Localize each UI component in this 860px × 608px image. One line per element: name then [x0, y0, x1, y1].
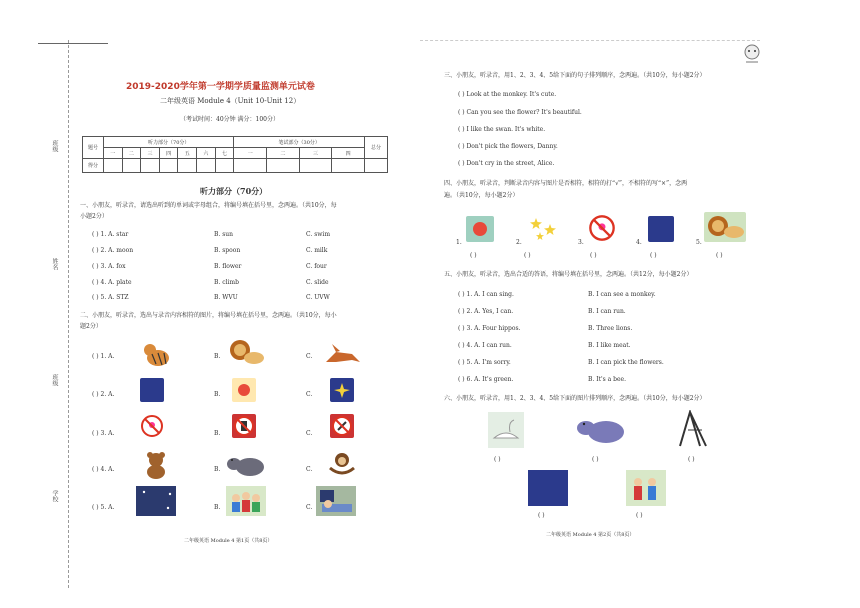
- child-sleeping-icon: [316, 486, 356, 516]
- q4-label: 2.: [516, 239, 522, 246]
- score-cell[interactable]: [159, 159, 178, 173]
- q1-option-b: B. climb: [214, 279, 239, 286]
- q6-answer[interactable]: ( ): [494, 456, 501, 463]
- q2-option-c: C.: [306, 391, 313, 398]
- page-footer-right: 二年级英语 Module 4 第2页（共8页）: [546, 532, 635, 538]
- score-cell[interactable]: [267, 159, 300, 173]
- write-col: 二: [267, 148, 300, 159]
- q4-answer[interactable]: ( ): [650, 252, 657, 259]
- write-col: 三: [299, 148, 332, 159]
- q4-answer[interactable]: ( ): [590, 252, 597, 259]
- q2-option-c: C.: [306, 353, 313, 360]
- q1-instruction-2: 小题2分）: [80, 213, 108, 220]
- teddy-bear-icon: [136, 450, 176, 480]
- q2-item[interactable]: ( ) 3. A.: [92, 430, 115, 437]
- q6-answer[interactable]: ( ): [688, 456, 695, 463]
- write-col: 一: [234, 148, 267, 159]
- q1-item[interactable]: ( ) 5. A. STZ: [92, 294, 129, 301]
- q3-item[interactable]: ( ) I like the swan. It's white.: [458, 126, 546, 133]
- mascot-icon: [740, 42, 764, 66]
- q2-option-b: B.: [214, 466, 221, 473]
- q2-option-b: B.: [214, 353, 221, 360]
- q1-option-c: C. four: [306, 263, 327, 270]
- q2-option-b: B.: [214, 504, 221, 511]
- q1-option-c: C. milk: [306, 247, 328, 254]
- q5-option-b: B. I can see a monkey.: [588, 291, 656, 298]
- side-label-name: 姓名: [51, 258, 58, 270]
- score-cell[interactable]: [332, 159, 365, 173]
- lion-icon: [226, 338, 266, 368]
- q6-answer[interactable]: ( ): [636, 512, 643, 519]
- write-header: 笔试部分（30分）: [234, 137, 365, 148]
- moon-night-icon: [528, 470, 568, 506]
- q1-option-b: B. spoon: [214, 247, 241, 254]
- q2-item[interactable]: ( ) 2. A.: [92, 391, 115, 398]
- q1-instruction: 一、小朋友，听录音，请选出听到的单词或字母组合，将编号填在括号里，念两遍。（共10分，每: [80, 202, 337, 209]
- q5-item[interactable]: ( ) 3. A. Four hippos.: [458, 325, 521, 332]
- sun-icon: [232, 378, 256, 402]
- fox-icon: [322, 340, 362, 370]
- q1-option-c: C. swim: [306, 231, 331, 238]
- monkey-icon: [322, 450, 362, 480]
- q1-option-c: C. slide: [306, 279, 329, 286]
- q1-option-b: B. flower: [214, 263, 242, 270]
- q5-item[interactable]: ( ) 5. A. I'm sorry.: [458, 359, 511, 366]
- q5-item[interactable]: ( ) 6. A. It's green.: [458, 376, 514, 383]
- moon-night-icon: [140, 378, 164, 402]
- listen-header: 听力部分（70分）: [104, 137, 234, 148]
- listen-col: 四: [159, 148, 178, 159]
- q1-item[interactable]: ( ) 4. A. plate: [92, 279, 132, 286]
- q2-item[interactable]: ( ) 4. A.: [92, 466, 115, 473]
- swing-icon: [676, 410, 710, 448]
- score-cell[interactable]: [365, 159, 388, 173]
- q2-option-c: C.: [306, 466, 313, 473]
- q4-label: 4.: [636, 239, 642, 246]
- side-label-grade: 班级: [51, 374, 58, 386]
- q3-item[interactable]: ( ) Look at the monkey. It's cute.: [458, 91, 557, 98]
- q3-item[interactable]: ( ) Don't cry in the street, Alice.: [458, 160, 555, 167]
- q5-option-b: B. I can pick the flowers.: [588, 359, 664, 366]
- q1-option-c: C. UVW: [306, 294, 330, 301]
- section-title: 听力部分（70分）: [200, 186, 268, 196]
- moon-night-icon: [648, 216, 674, 242]
- q4-answer[interactable]: ( ): [716, 252, 723, 259]
- score-cell[interactable]: [215, 159, 234, 173]
- children-street-icon: [626, 470, 666, 506]
- q5-item[interactable]: ( ) 4. A. I can run.: [458, 342, 512, 349]
- q2-instruction: 二、小朋友，听录音，选出与录音内容相符的图片，将编号填在括号里，念两遍。（共10分，每小: [80, 312, 337, 319]
- stars-icon: [528, 214, 558, 242]
- q2-item[interactable]: ( ) 5. A.: [92, 504, 115, 511]
- no-crossing-icon: [232, 414, 256, 438]
- q2-instruction-2: 题2分）: [80, 323, 102, 330]
- side-label-class: 班级: [51, 140, 58, 152]
- q5-option-b: B. I like meat.: [588, 342, 631, 349]
- q5-option-b: B. Three lions.: [588, 325, 633, 332]
- score-cell[interactable]: [141, 159, 160, 173]
- listen-col: 五: [178, 148, 197, 159]
- score-table: [82, 136, 388, 173]
- q6-answer[interactable]: ( ): [538, 512, 545, 519]
- hippo-icon: [226, 450, 266, 480]
- q3-item[interactable]: ( ) Don't pick the flowers, Danny.: [458, 143, 558, 150]
- exam-info: （考试时间：40分钟 满分：100分）: [180, 116, 279, 123]
- score-cell[interactable]: [122, 159, 141, 173]
- q2-option-b: B.: [214, 430, 221, 437]
- no-flower-picking-icon: [140, 414, 164, 438]
- star-night-icon: [330, 378, 354, 402]
- q4-instruction-2: 遍。（共10分，每小题2分）: [444, 192, 519, 199]
- score-cell[interactable]: [197, 159, 216, 173]
- no-flower-picking-icon: [588, 214, 616, 242]
- q6-instruction: 六、小朋友，听录音，用1、2、3、4、5给下面的图片排列顺序，念两遍。（共10分，每小题2分）: [444, 395, 706, 402]
- listen-col: 一: [104, 148, 123, 159]
- top-rule-right: [420, 40, 760, 41]
- q5-option-b: B. I can run.: [588, 308, 626, 315]
- top-rule: [38, 43, 108, 44]
- score-header-label: 题号: [83, 137, 104, 159]
- night-sky-moon-stars-icon: [136, 486, 176, 516]
- lion-icon: [704, 212, 746, 242]
- q1-item[interactable]: ( ) 3. A. fox: [92, 263, 126, 270]
- q6-answer[interactable]: ( ): [592, 456, 599, 463]
- q5-instruction: 五、小朋友，听录音，选出合适的答语，将编号填在括号里，念两遍。（共12分，每小题2分）: [444, 271, 693, 278]
- q4-instruction: 四、小朋友，听录音，判断录音内容与图片是否相符，相符的打“√”，不相符的写“×”，念两: [444, 180, 688, 187]
- binding-line: [68, 40, 69, 588]
- exam-subtitle: 二年级英语 Module 4（Unit 10-Unit 12）: [160, 97, 301, 105]
- q1-item[interactable]: ( ) 1. A. star: [92, 231, 129, 238]
- q4-label: 1.: [456, 239, 462, 246]
- score-cell[interactable]: [178, 159, 197, 173]
- q2-item[interactable]: ( ) 1. A.: [92, 353, 115, 360]
- q3-item[interactable]: ( ) Can you see the flower? It's beautiful.: [458, 109, 582, 116]
- score-row-label: 得分: [83, 159, 104, 173]
- children-group-icon: [226, 486, 266, 516]
- no-littering-icon: [330, 414, 354, 438]
- q5-item[interactable]: ( ) 1. A. I can sing.: [458, 291, 514, 298]
- q3-instruction: 三、小朋友，听录音，用1、2、3、4、5给下面的句子排列顺序，念两遍。（共10分，每小题2分）: [444, 72, 706, 79]
- q4-label: 5.: [696, 239, 702, 246]
- q2-option-b: B.: [214, 391, 221, 398]
- q5-item[interactable]: ( ) 2. A. Yes, I can.: [458, 308, 514, 315]
- exam-title: 2019-2020学年第一学期学质量监测单元试卷: [126, 82, 315, 92]
- listen-col: 二: [122, 148, 141, 159]
- q4-answer[interactable]: ( ): [524, 252, 531, 259]
- q1-option-b: B. WVU: [214, 294, 238, 301]
- score-cell[interactable]: [299, 159, 332, 173]
- score-cell[interactable]: [104, 159, 123, 173]
- side-label-school: 学校: [51, 490, 58, 502]
- q4-label: 3.: [578, 239, 584, 246]
- listen-col: 七: [215, 148, 234, 159]
- q2-option-c: C.: [306, 430, 313, 437]
- listen-col: 三: [141, 148, 160, 159]
- listen-col: 六: [197, 148, 216, 159]
- q4-answer[interactable]: ( ): [470, 252, 477, 259]
- hippo-icon: [576, 412, 628, 448]
- sun-icon: [466, 216, 494, 242]
- tiger-icon: [138, 340, 178, 370]
- q2-option-c: C.: [306, 504, 313, 511]
- write-col: 四: [332, 148, 365, 159]
- q5-option-b: B. It's a bee.: [588, 376, 626, 383]
- q1-item[interactable]: ( ) 2. A. moon: [92, 247, 134, 254]
- score-cell[interactable]: [234, 159, 267, 173]
- swan-pond-icon: [488, 412, 524, 448]
- total-header: 总分: [365, 137, 388, 159]
- q1-option-b: B. sun: [214, 231, 234, 238]
- page-footer-left: 二年级英语 Module 4 第1页（共8页）: [184, 538, 273, 544]
